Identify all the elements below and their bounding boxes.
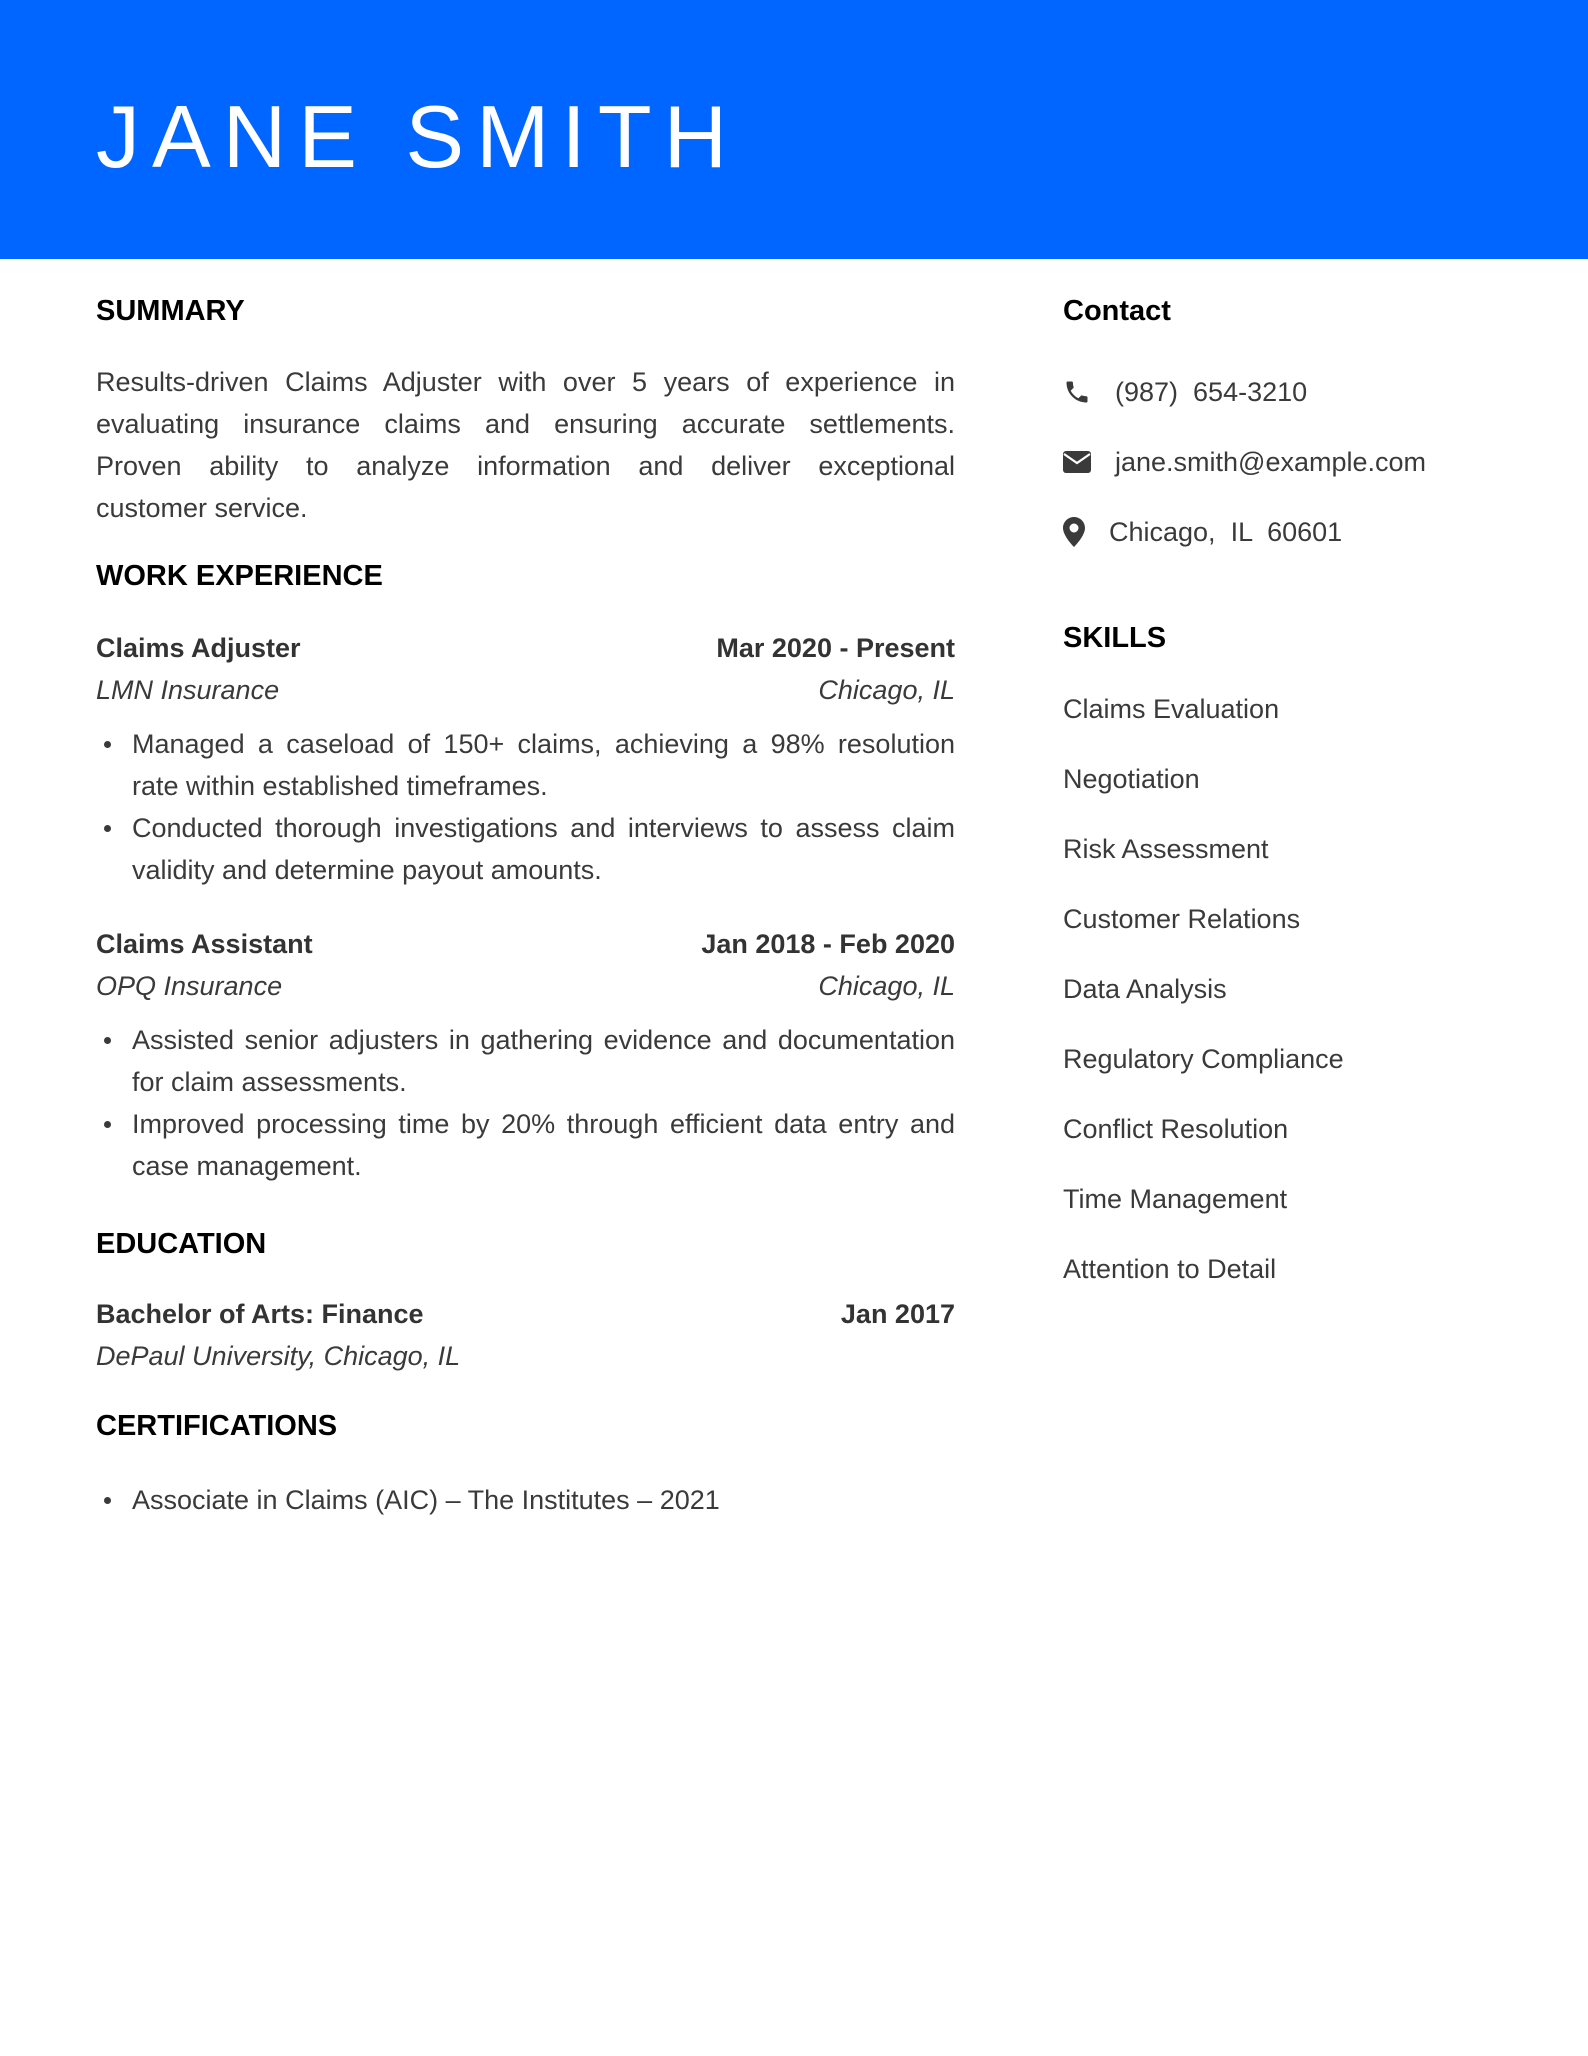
education-heading: EDUCATION — [96, 1228, 267, 1260]
job-dates: Jan 2018 - Feb 2020 — [701, 929, 955, 959]
degree: Bachelor of Arts: Finance — [96, 1299, 424, 1329]
skill-item: Regulatory Compliance — [1063, 1044, 1344, 1074]
job-company: OPQ Insurance — [96, 971, 283, 1001]
school: DePaul University, Chicago, IL — [96, 1341, 461, 1371]
contact-phone — [1063, 372, 1307, 412]
contact-heading: Contact — [1063, 295, 1171, 327]
job-bullet: Conducted thorough investigations and interviews to assess claim validity and determine payout amounts. — [96, 807, 955, 891]
certifications-heading: CERTIFICATIONS — [96, 1410, 338, 1442]
contact-email — [1063, 442, 1426, 482]
job-company: LMN Insurance — [96, 675, 280, 705]
skill-item: Customer Relations — [1063, 904, 1301, 934]
header-banner — [0, 0, 1588, 259]
skill-item: Claims Evaluation — [1063, 694, 1280, 724]
location-text: Chicago, IL 60601 — [1109, 516, 1343, 547]
skill-item: Data Analysis — [1063, 974, 1227, 1004]
job-location: Chicago, IL — [818, 675, 955, 705]
phone-number: (987) 654-3210 — [1115, 376, 1308, 407]
job-bullet: Improved processing time by 20% through efficient data entry and case management. — [96, 1103, 955, 1187]
degree-date: Jan 2017 — [840, 1299, 955, 1329]
job-dates: Mar 2020 - Present — [716, 633, 955, 663]
skill-item: Time Management — [1063, 1184, 1288, 1214]
envelope-icon — [1063, 447, 1093, 477]
job-bullet: Managed a caseload of 150+ claims, achieving a 98% resolution rate within established timeframes. — [96, 723, 955, 807]
skill-item: Conflict Resolution — [1063, 1114, 1289, 1144]
summary-line: customer service. — [96, 493, 308, 523]
skill-item: Risk Assessment — [1063, 834, 1269, 864]
job-bullets — [96, 1019, 955, 1187]
map-pin-icon — [1063, 517, 1087, 547]
job-title: Claims Adjuster — [96, 633, 301, 663]
contact-location — [1063, 512, 1342, 552]
job-title: Claims Assistant — [96, 929, 313, 959]
work-experience-heading: WORK EXPERIENCE — [96, 560, 383, 592]
summary-heading: SUMMARY — [96, 295, 245, 327]
phone-icon — [1063, 377, 1093, 407]
job-bullet: Assisted senior adjusters in gathering evidence and documentation for claim assessments. — [96, 1019, 955, 1103]
email-address: jane.smith@example.com — [1115, 446, 1427, 477]
skill-item: Attention to Detail — [1063, 1254, 1277, 1284]
candidate-name: JANE SMITH — [96, 87, 740, 186]
summary-line: Proven ability to analyze information and deliver exceptional — [96, 451, 955, 481]
summary-line: evaluating insurance claims and ensuring accurate settlements. — [96, 409, 955, 439]
job-bullets — [96, 723, 955, 891]
summary-line: Results-driven Claims Adjuster with over 5 years of experience in — [96, 367, 955, 397]
skill-item: Negotiation — [1063, 764, 1200, 794]
certification-list — [96, 1479, 955, 1521]
skills-heading: SKILLS — [1063, 622, 1167, 654]
job-location: Chicago, IL — [818, 971, 955, 1001]
certification-item: Associate in Claims (AIC) – The Institutes – 2021 — [96, 1479, 955, 1521]
